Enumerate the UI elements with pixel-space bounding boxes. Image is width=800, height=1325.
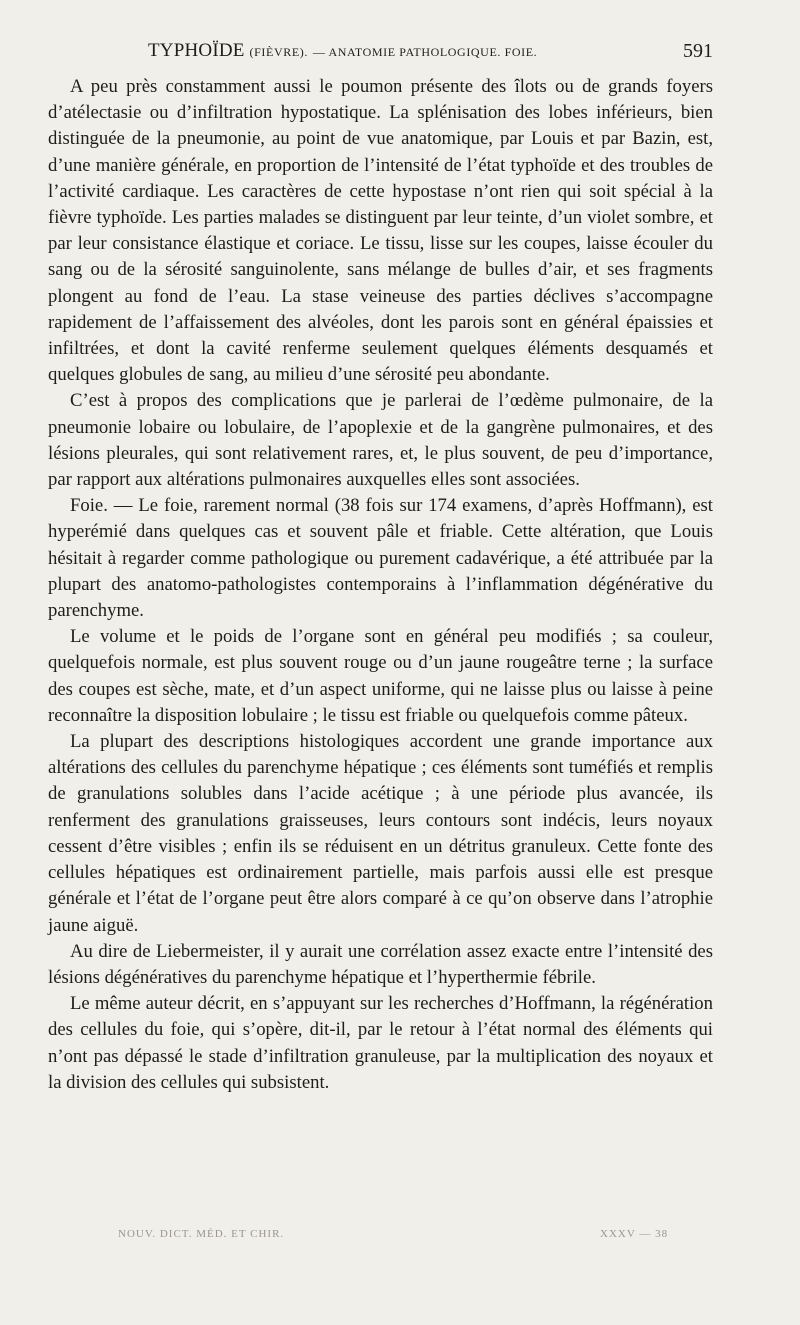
body-text	[48, 74, 713, 1096]
paragraph: Foie. — Le foie, rarement normal (38 fois sur 174 examens, d’après Hoffmann), est hyperémié dans quelques cas et souvent pâle et friable. Cette altération, que Louis hésitait à regarder comme pathologique ou purement cadavérique, a été attribuée par la plupart des anatomo-pathologistes contemporains à l’inflammation dégénérative du parenchyme.	[48, 495, 713, 622]
header-title: TYPHOÏDE	[148, 40, 245, 61]
paragraph: C’est à propos des complications que je parlerai de l’œdème pulmonaire, de la pneumonie lobaire ou lobulaire, de l’apoplexie et de la gangrène pulmonaires, et des lésions pleurales, qui sont relativement rares, et, le plus souvent, de peu d’importance, par rapport aux altérations pulmonaires auxquelles elles sont associées.	[48, 390, 713, 491]
sheet-mark: XXXV — 38	[600, 1228, 669, 1240]
paragraph: Le même auteur décrit, en s’appuyant sur les recherches d’Hoffmann, la régénération des cellules du foie, qui s’opère, dit-il, par le retour à l’état normal des éléments qui n’ont pas dépassé le stade d’infiltration granuleuse, par la multiplication des noyaux et la division des cellules qui subsistent.	[48, 993, 713, 1093]
page-header	[62, 34, 719, 68]
header-subtitle: (FIÈVRE).	[249, 45, 308, 59]
paragraph: Le volume et le poids de l’organe sont en général peu modifiés ; sa couleur, quelquefois normale, est plus souvent rouge ou d’un jaune rougeâtre terne ; la surface des coupes est sèche, mate, et d’un aspect uniforme, qui ne laisse plus ou laisse à peine reconnaître la disposition lobulaire ; le tissu est friable ou quelquefois comme pâteux.	[48, 626, 713, 726]
printer-signature: NOUV. DICT. MÉD. ET CHIR.	[118, 1228, 285, 1240]
header-section: — ANATOMIE PATHOLOGIQUE. FOIE.	[312, 45, 538, 59]
page-number: 591	[683, 40, 713, 62]
paragraph: La plupart des descriptions histologiques accordent une grande importance aux altérations des cellules du parenchyme hépatique ; ces éléments sont tuméfiés et remplis de granulations solubles dans l’acide acétique ; à une période plus avancée, ils renferment des granulations graisseuses, leurs contours sont indécis, leurs noyaux cessent d’être visibles ; enfin ils se réduisent en un détritus granuleux. Cette fonte des cellules hépatiques est ordinairement partielle, mais parfois aussi elle est presque générale et l’état de l’organe peut être alors comparé à ce qu’on observe dans l’atrophie jaune aiguë.	[48, 731, 713, 936]
paragraph: A peu près constamment aussi le poumon présente des îlots ou de grands foyers d’atélectasie ou d’infiltration hypostatique. La splénisation des lobes inférieurs, bien distinguée de la pneumonie, au point de vue anatomique, par Louis et par Bazin, est, d’une manière générale, en proportion de l’intensité de l’état typhoïde et des troubles de l’activité cardiaque. Les caractères de cette hypostase n’ont rien qui soit spécial à la fièvre typhoïde. Les parties malades se distinguent par leur teinte, d’un violet sombre, et par leur consistance élastique et coriace. Le tissu, lisse sur les coupes, laisse écouler du sang ou de la sérosité sanguinolente, sans mélange de bulles d’air, et ses fragments plongent au fond de l’eau. La stase veineuse des parties déclives s’accompagne rapidement de l’affaissement des alvéoles, dont les parois sont en général épaissies et infiltrées, et dont la cavité renferme seulement quelques éléments desquamés et quelques globules de sang, au milieu d’une sérosité peu abondante.	[48, 76, 713, 386]
paragraph: Au dire de Liebermeister, il y aurait une corrélation assez exacte entre l’intensité des lésions dégénératives du parenchyme hépatique et l’hyperthermie fébrile.	[48, 940, 713, 988]
running-head	[148, 40, 537, 62]
